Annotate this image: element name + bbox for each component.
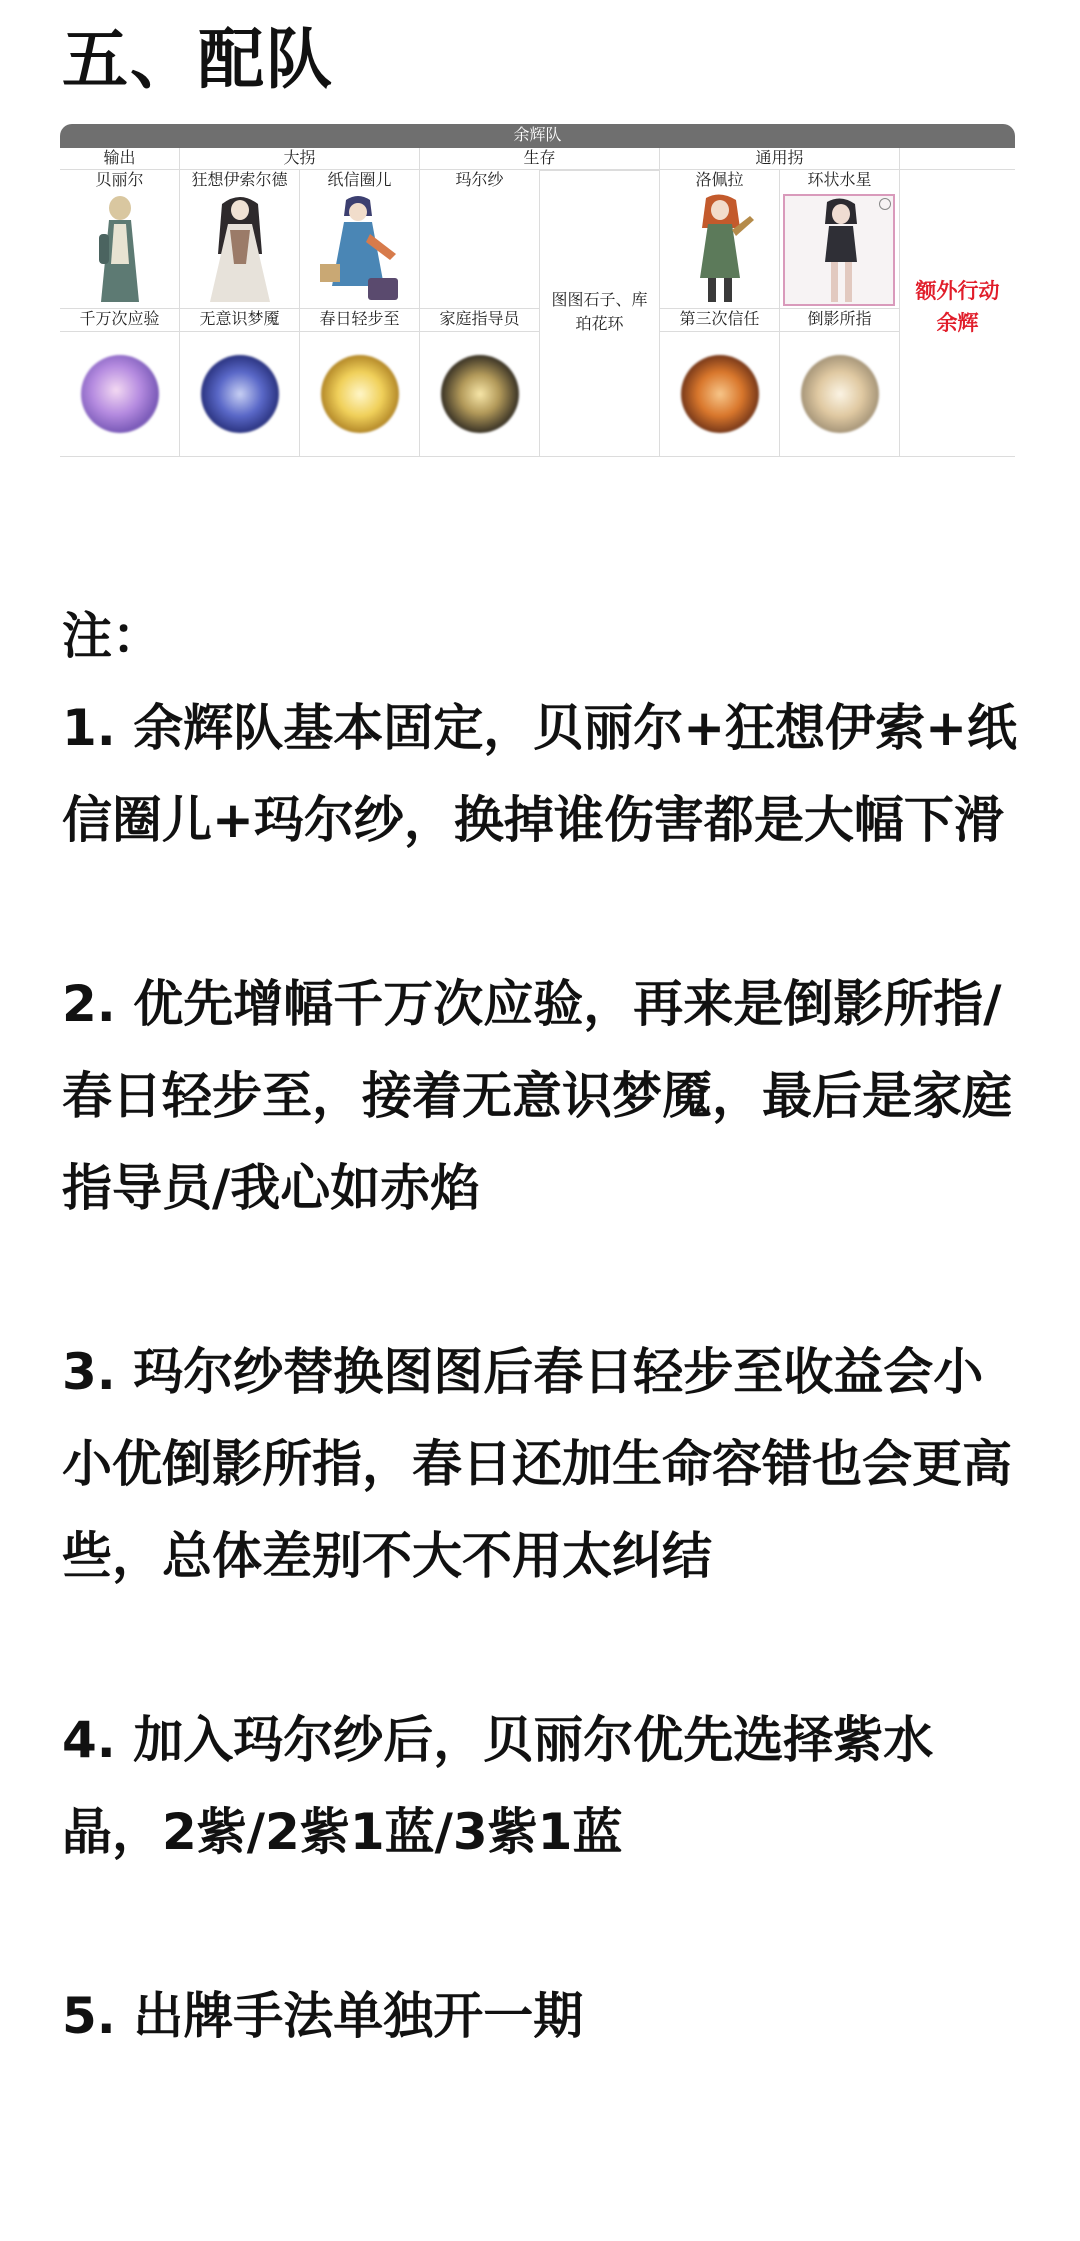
character-figure-icon (200, 194, 280, 306)
column-header-survival: 生存 (420, 148, 660, 170)
team-title: 余辉队 (60, 124, 1015, 148)
survival-text: 图图石子、库珀花环 (551, 292, 648, 333)
survival-cell (540, 170, 660, 457)
artifact-orb-icon (681, 355, 759, 433)
badge-icon (879, 198, 891, 210)
character-name-c3: 纸信圈儿 (300, 170, 420, 192)
bonus-text (900, 276, 1015, 340)
character-name-c4: 玛尔纱 (420, 170, 540, 192)
character-figure-icon (805, 198, 875, 304)
character-figure-icon (87, 194, 153, 306)
portrait-c3 (300, 192, 420, 308)
artifact-name-c6: 第三次信任 (660, 308, 780, 332)
artifact-image-c4 (420, 332, 540, 457)
character-name-c6: 洛佩拉 (660, 170, 780, 192)
artifact-orb-icon (321, 355, 399, 433)
portrait-c2 (180, 192, 300, 308)
bonus-line-2: 余辉 (936, 312, 979, 335)
column-header-main-support: 大拐 (180, 148, 420, 170)
artifact-name-c4: 家庭指导员 (420, 308, 540, 332)
character-figure-icon (310, 194, 410, 306)
team-lineup-table (60, 124, 1015, 457)
portrait-c4-empty (420, 192, 540, 308)
artifact-name-c1: 千万次应验 (60, 308, 180, 332)
note-item-2: 2. 优先增幅千万次应验，再来是倒影所指/春日轻步至，接着无意识梦魇，最后是家庭指导员/我心如赤焰 (62, 975, 1012, 1217)
character-name-c1: 贝丽尔 (60, 170, 180, 192)
artifact-image-c2 (180, 332, 300, 457)
portrait-c7 (780, 192, 900, 308)
note-item-5: 5. 出牌手法单独开一期 (62, 1987, 584, 2045)
portrait-c1 (60, 192, 180, 308)
character-figure-icon (680, 194, 760, 306)
artifact-image-c6 (660, 332, 780, 457)
section-heading: 五、配队 (62, 21, 334, 98)
note-item-1: 1. 余辉队基本固定，贝丽尔+狂想伊索+纸信圈儿+玛尔纱，换掉谁伤害都是大幅下滑 (62, 699, 1017, 849)
artifact-name-c2: 无意识梦魇 (180, 308, 300, 332)
character-name-c2: 狂想伊索尔德 (180, 170, 300, 192)
artifact-orb-icon (801, 355, 879, 433)
note-item-3: 3. 玛尔纱替换图图后春日轻步至收益会小小优倒影所指，春日还加生命容错也会更高些，总体差别不大不用太纠结 (62, 1343, 1012, 1585)
portrait-c6 (660, 192, 780, 308)
notes-label: 注： (62, 607, 162, 665)
column-header-output: 输出 (60, 148, 180, 170)
character-name-c7: 环状水星 (780, 170, 900, 192)
bonus-cell (900, 170, 1015, 457)
artifact-name-c7: 倒影所指 (780, 308, 900, 332)
artifact-name-c3: 春日轻步至 (300, 308, 420, 332)
artifact-orb-icon (81, 355, 159, 433)
artifact-image-c3 (300, 332, 420, 457)
column-header-blank (900, 148, 1015, 170)
artifact-orb-icon (441, 355, 519, 433)
note-item-4: 4. 加入玛尔纱后，贝丽尔优先选择紫水晶，2紫/2紫1蓝/3紫1蓝 (62, 1711, 934, 1861)
artifact-orb-icon (201, 355, 279, 433)
bonus-line-1: 额外行动 (915, 280, 1000, 303)
column-header-general-support: 通用拐 (660, 148, 900, 170)
artifact-image-c1 (60, 332, 180, 457)
artifact-image-c7 (780, 332, 900, 457)
notes-section (62, 590, 1032, 2062)
